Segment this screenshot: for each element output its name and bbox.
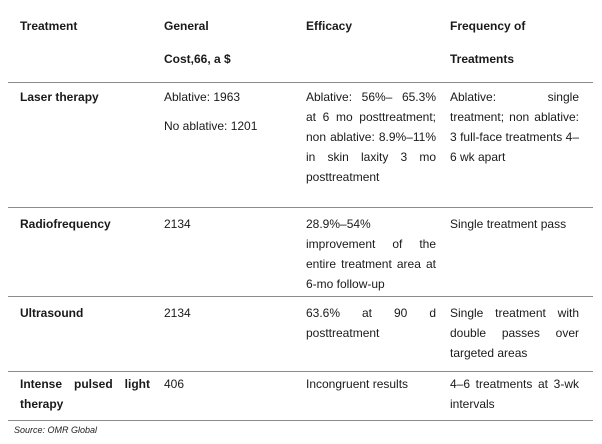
row-treatment-name: Ultrasound xyxy=(20,306,84,320)
row-treatment-name: Intense pulsed light therapy xyxy=(20,377,150,411)
row-efficacy: Ablative: 56%– 65.3% at 6 mo posttreatment; non ablative: 8.9%–11% in skin laxity 3 mo posttreatment xyxy=(306,90,436,184)
comparison-table xyxy=(8,0,593,421)
row-cost: 406 xyxy=(164,377,185,391)
row-cost: 2134 xyxy=(164,217,191,231)
header-cost xyxy=(164,16,292,69)
table-row xyxy=(8,207,593,296)
row-cost xyxy=(164,87,292,136)
row-efficacy: 63.6% at 90 d posttreatment xyxy=(306,306,436,340)
header-treatment xyxy=(20,16,150,36)
row-treatment-name: Laser therapy xyxy=(20,90,99,104)
row-cost-line: Ablative: 1963 xyxy=(164,90,241,104)
row-frequency: 4–6 treatments at 3-wk intervals xyxy=(450,377,579,411)
header-cost-line2: Cost,66, a $ xyxy=(164,52,231,66)
table-row xyxy=(8,371,593,421)
header-efficacy xyxy=(306,16,436,36)
row-efficacy: Incongruent results xyxy=(306,377,409,391)
header-frequency xyxy=(450,16,579,69)
row-frequency: Ablative: single treatment; non ablative: 3 full-face treatments 4–6 wk apart xyxy=(450,90,579,164)
row-treatment-name: Radiofrequency xyxy=(20,217,111,231)
row-efficacy: 28.9%–54% improvement of the entire treatment area at 6-mo follow-up xyxy=(306,217,436,291)
row-cost: 2134 xyxy=(164,306,191,320)
row-frequency: Single treatment pass xyxy=(450,217,567,231)
row-frequency: Single treatment with double passes over targeted areas xyxy=(450,306,579,360)
header-treatment-label: Treatment xyxy=(20,19,78,33)
header-cost-line1: General xyxy=(164,19,209,33)
row-cost-line: No ablative: 1201 xyxy=(164,119,258,133)
table-row xyxy=(8,296,593,371)
header-frequency-line1: Frequency of xyxy=(450,19,526,33)
header-frequency-line2: Treatments xyxy=(450,52,515,66)
table-header-row xyxy=(8,0,593,83)
source-note: Source: OMR Global xyxy=(14,425,98,435)
table-row xyxy=(8,83,593,207)
header-efficacy-label: Efficacy xyxy=(306,19,353,33)
